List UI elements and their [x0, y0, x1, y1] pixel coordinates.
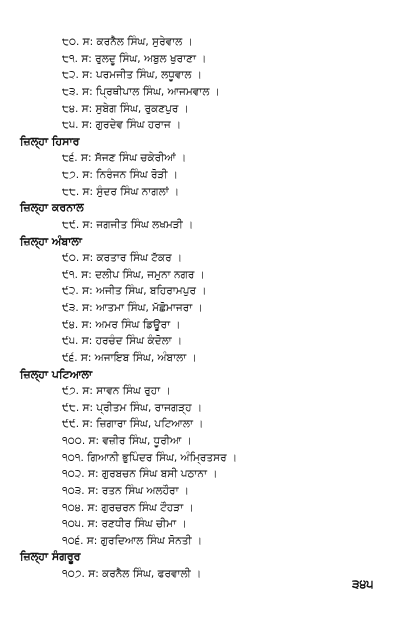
list-item: ੯੮. ਸ: ਪ੍ਰੀਤਮ ਸਿੰਘ, ਰਾਜਗੜ੍ਹ । — [62, 402, 203, 414]
district-heading: ਜ਼ਿਲ੍ਹਾ ਹਿਸਾਰ — [20, 135, 80, 148]
list-item: ੮੫. ਸ: ਗੁਰਦੇਵ ਸਿੰਘ ਹਰਾਜ । — [62, 119, 182, 131]
list-item: ੧੦੭. ਸ: ਕਰਨੈਲ ਸਿੰਘ, ਫਰਵਾਲੀ । — [62, 568, 202, 580]
list-item: ੯੪. ਸ: ਅਮਰ ਸਿੰਘ ਡਿਊਰਾ । — [62, 319, 181, 331]
list-item: ੯੭. ਸ: ਸਾਵਨ ਸਿੰਘ ਰੁਹਾ । — [62, 385, 171, 397]
district-heading: ਜ਼ਿਲ੍ਹਾ ਕਰਨਾਲ — [20, 201, 84, 214]
list-item: ੧੦੩. ਸ: ਰਤਨ ਸਿੰਘ ਅਲਹੌਰਾ । — [62, 485, 189, 497]
page-number: ੩੪੫ — [352, 577, 374, 591]
list-item: ੮੬. ਸ: ਸੱਜਣ ਸਿੰਘ ਚਕੇਰੀਆਂ । — [62, 152, 187, 164]
district-heading: ਜ਼ਿਲ੍ਹਾ ਅੰਬਾਲਾ — [20, 235, 82, 248]
list-item: ੮੮. ਸ: ਸੁੰਦਰ ਸਿੰਘ ਨਾਗਲਾਂ । — [62, 186, 180, 198]
list-item: ੯੩. ਸ: ਆਤਮਾ ਸਿੰਘ, ਮੱਛੋਮਾਜਰਾ । — [62, 302, 203, 314]
list-item: ੧੦੨. ਸ: ਗੁਰਬਚਨ ਸਿੰਘ ਬਸੀ ਪਠਾਨਾ । — [62, 468, 218, 480]
list-item: ੮੧. ਸ: ਰੁਲਦੂ ਸਿੰਘ, ਅਬੁਲ ਖੁਰਾਣਾ । — [62, 53, 207, 65]
list-item: ੮੭. ਸ: ਨਿਰੰਜਨ ਸਿੰਘ ਰੋੜੀ । — [62, 169, 178, 181]
list-item: ੯੫. ਸ: ਹਰਚੰਦ ਸਿੰਘ ਕੰਦੋਲਾ । — [62, 335, 183, 347]
list-item: ੯੯. ਸ: ਜ਼ਿਗਾਰਾ ਸਿੰਘ, ਪਟਿਆਲਾ । — [62, 418, 204, 430]
list-item: ੧੦੦. ਸ: ਵਜ਼ੀਰ ਸਿੰਘ, ਧੂਰੀਆ । — [62, 435, 192, 447]
list-item: ੮੯. ਸ: ਜਗਜੀਤ ਸਿੰਘ ਲਖਮੜੀ । — [62, 219, 194, 231]
district-heading: ਜ਼ਿਲ੍ਹਾ ਪਟਿਆਲਾ — [20, 368, 93, 381]
list-item: ੮੨. ਸ: ਪਰਮਜੀਤ ਸਿੰਘ, ਲਧੂਵਾਲ । — [62, 69, 202, 81]
list-item: ੧੦੫. ਸ: ਰਣਧੀਰ ਸਿੰਘ ਚੀਮਾ । — [62, 518, 187, 530]
list-item: ੮੪. ਸ: ਸੁਬੇਗ ਸਿੰਘ, ਰੁਕਣਪੁਰ । — [62, 103, 189, 115]
list-item: ੧੦੬. ਸ: ਗੁਰਦਿਆਲ ਸਿੰਘ ਸੋਨਤੀ । — [62, 535, 203, 547]
list-item: ੯੨. ਸ: ਅਜੀਤ ਸਿੰਘ, ਬਹਿਰਾਮਪੁਰ । — [62, 285, 207, 297]
list-item: ੧੦੪. ਸ: ਗੁਰਚਰਨ ਸਿੰਘ ਟੌਹੜਾ । — [62, 502, 194, 514]
list-item: ੮੦. ਸ: ਕਰਨੈਲ ਸਿੰਘ, ਸੁਰੇਵਾਲ । — [62, 36, 193, 48]
list-item: ੯੦. ਸ: ਕਰਤਾਰ ਸਿੰਘ ਟੱਕਰ । — [62, 252, 183, 264]
list-item: ੯੬. ਸ: ਅਜਾਇਬ ਸਿੰਘ, ਅੰਬਾਲਾ । — [62, 352, 197, 364]
list-item: ੯੧. ਸ: ਦਲੀਪ ਸਿੰਘ, ਜਮੁਨਾ ਨਗਰ । — [62, 269, 205, 281]
list-item: ੧੦੧. ਗਿਆਨੀ ਭੁਪਿੰਦਰ ਸਿੰਘ, ਅੰਮ੍ਰਿਤਸਰ । — [62, 452, 238, 464]
district-heading: ਜ਼ਿਲ੍ਹਾ ਸੰਗਰੂਰ — [20, 550, 81, 563]
list-item: ੮੩. ਸ: ਪ੍ਰਿਥੀਪਾਲ ਸਿੰਘ, ਆਜਮਵਾਲ । — [62, 86, 220, 98]
